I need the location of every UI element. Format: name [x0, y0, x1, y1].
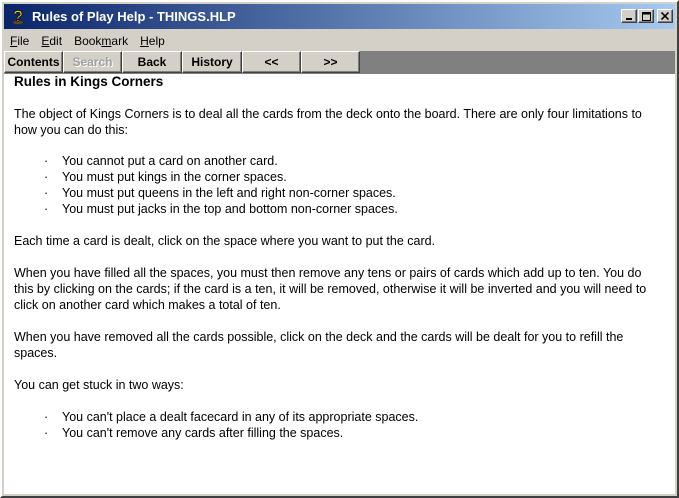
- help-topic-content[interactable]: [4, 73, 675, 494]
- menu-edit[interactable]: Edit: [41, 33, 63, 48]
- stuck-ways-list: [44, 409, 664, 441]
- bullet-icon: ·: [44, 170, 49, 184]
- list-item: · You must put queens in the left and right non-corner spaces.: [44, 186, 396, 200]
- list-item: · You cannot put a card on another card.: [44, 154, 278, 168]
- bullet-icon: ·: [44, 202, 49, 216]
- refill-paragraph: When you have removed all the cards possible, click on the deck and the cards will be dealt for you to refill the spaces.: [14, 330, 624, 360]
- bullet-icon: ·: [44, 154, 49, 168]
- help-toolbar: [4, 51, 675, 73]
- menu-bookmark[interactable]: Bookmark: [74, 33, 129, 48]
- list-item: · You must put jacks in the top and bottom non-corner spaces.: [44, 202, 398, 216]
- help-question-icon[interactable]: [10, 9, 26, 25]
- bullet-icon: ·: [44, 426, 49, 440]
- menu-file[interactable]: File: [10, 33, 30, 48]
- browse-previous-button[interactable]: <<: [242, 51, 301, 73]
- menu-help[interactable]: Help: [140, 33, 165, 48]
- browse-next-button[interactable]: >>: [301, 51, 360, 73]
- window-title: Rules of Play Help - THINGS.HLP: [32, 9, 236, 24]
- deal-paragraph: Each time a card is dealt, click on the space where you want to put the card.: [14, 234, 436, 248]
- bullet-icon: ·: [44, 410, 49, 424]
- topic-title: Rules in Kings Corners: [14, 74, 164, 89]
- maximize-button[interactable]: [638, 9, 654, 23]
- title-bar[interactable]: [4, 4, 675, 29]
- bullet-icon: ·: [44, 186, 49, 200]
- list-item: · You can't remove any cards after filling the spaces.: [44, 426, 344, 440]
- close-button[interactable]: [657, 9, 673, 23]
- minimize-button[interactable]: [621, 9, 637, 23]
- intro-paragraph: The object of Kings Corners is to deal all the cards from the deck onto the board. There are only four limitations to how you can do this:: [14, 107, 642, 137]
- back-button[interactable]: Back: [122, 51, 182, 73]
- limitations-list: [44, 153, 664, 217]
- list-item: · You can't place a dealt facecard in any of its appropriate spaces.: [44, 410, 419, 424]
- menu-bar: [4, 31, 675, 50]
- list-item: · You must put kings in the corner spaces.: [44, 170, 287, 184]
- history-button[interactable]: History: [182, 51, 242, 73]
- stuck-paragraph: You can get stuck in two ways:: [14, 378, 184, 392]
- remove-paragraph: When you have filled all the spaces, you must then remove any tens or pairs of cards which add up to ten. You do this by clicking on the cards; if the card is a ten, it will be removed, otherwise it will be inverted and you will need to click on another card which makes a total of ten.: [14, 266, 647, 312]
- search-button[interactable]: Search: [63, 51, 122, 73]
- contents-button[interactable]: Contents: [4, 51, 63, 73]
